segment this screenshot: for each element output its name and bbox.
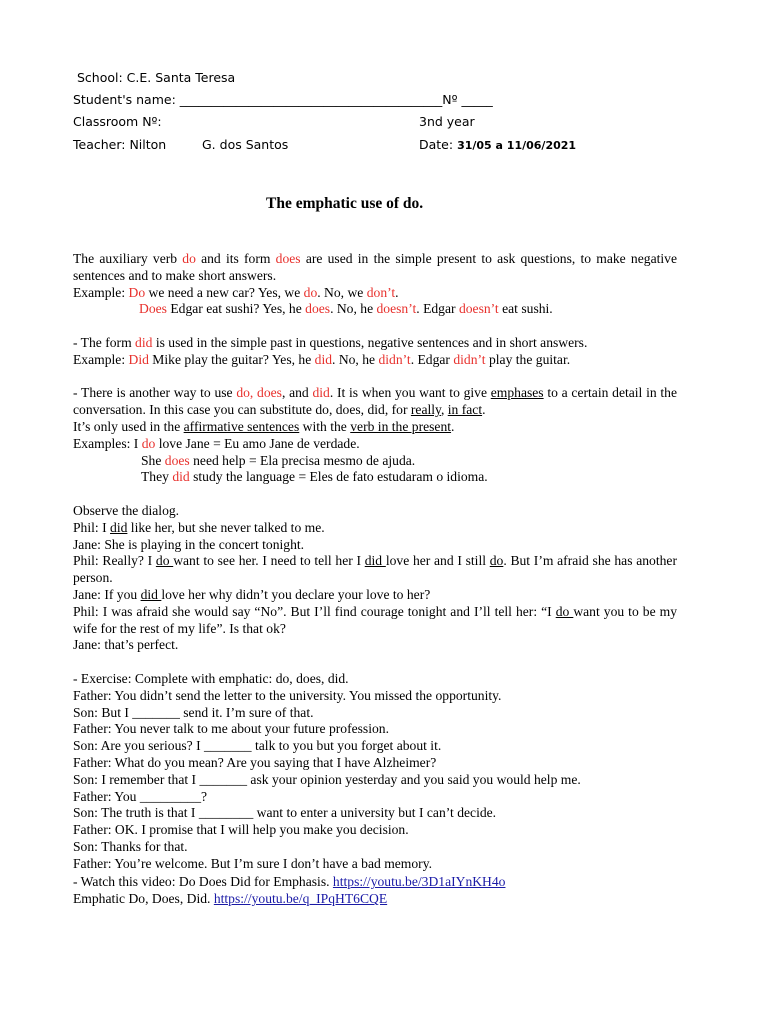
underlined-word: emphases: [490, 385, 544, 401]
text: Examples: I: [73, 435, 142, 451]
text: love Jane = Eu amo Jane de verdade.: [155, 435, 360, 451]
example-line-1: [73, 285, 677, 302]
date-row: [419, 137, 576, 152]
video-links: [73, 874, 677, 908]
text: Example:: [73, 284, 129, 300]
text: Example:: [73, 351, 129, 367]
emphasis-word: doesn’t: [376, 301, 417, 317]
emphasis-word: do: [141, 435, 156, 451]
exercise-line: Father: You didn’t send the letter to the university. You missed the opportunity.: [73, 687, 502, 703]
emphasis-word: do: [182, 251, 196, 266]
dialog-line: [73, 553, 677, 587]
emphasis-word: did: [135, 334, 153, 350]
emphasis-word: Do: [128, 284, 146, 300]
text: is used in the simple past in questions, negative sentences and in short answers.: [152, 334, 588, 350]
text: The auxiliary verb: [73, 251, 183, 266]
text: want to see her. I need to tell her I: [173, 553, 365, 569]
underlined-word: really: [410, 402, 441, 418]
examples-line-1: [73, 436, 677, 453]
text: - Watch this video: Do Does Did for Emphasis.: [73, 874, 333, 890]
text: eat sushi.: [498, 301, 553, 317]
date-label: Date:: [419, 137, 454, 152]
text: Mike play the guitar? Yes, he: [148, 351, 315, 367]
video-link-2[interactable]: https://youtu.be/q_IPqHT6CQE: [213, 891, 388, 907]
text: She: [141, 452, 165, 468]
emphasis-word: Did: [128, 351, 149, 367]
emphasis-word: Does: [139, 301, 167, 317]
underlined-word: did: [110, 519, 128, 535]
text: It’s only used in the: [73, 418, 184, 434]
exercise-line: Father: What do you mean? Are you saying that I have Alzheimer?: [73, 754, 437, 770]
exercise-line: Father: You’re welcome. But I’m sure I don’t have a bad memory.: [73, 855, 433, 871]
spacer: [73, 369, 677, 386]
text: and its form: [195, 251, 276, 266]
teacher-label: Teacher: Nilton: [73, 137, 167, 152]
text: are used in the simple present to ask questions, to make negative sentences and to make short answers.: [73, 251, 677, 283]
emphasis-word: does: [305, 301, 331, 317]
exercise-line: Son: Are you serious? I _______ talk to you but you forget about it.: [73, 738, 442, 754]
text: . No, we: [317, 284, 367, 300]
text: . It is when you want to give: [329, 385, 491, 401]
text: like her, but she never talked to me.: [127, 519, 325, 535]
emphatic-video-line: [73, 891, 677, 908]
spacer: [73, 318, 677, 335]
text: need help = Ela precisa mesmo de ajuda.: [189, 452, 416, 468]
emphasis-word: does: [275, 251, 301, 266]
dialog-line: [73, 587, 677, 604]
text: Emphatic Do, Does, Did.: [73, 891, 214, 907]
emphasis-word: does: [257, 385, 282, 401]
text: . No, he: [330, 301, 377, 317]
spacer: [73, 654, 677, 671]
dialog-line: Jane: that’s perfect.: [73, 637, 179, 653]
text: Phil: I was afraid she would say “No”. But I’ll find courage tonight and I’ll tell her: “I: [73, 603, 556, 619]
text: .: [451, 418, 455, 434]
text: - There is another way to use: [73, 385, 237, 401]
underlined-word: in fact: [447, 402, 483, 418]
dialog-line: Jane: She is playing in the concert tonight.: [73, 536, 305, 552]
emphasis-word: don’t: [366, 284, 396, 300]
exercise-line: Son: I remember that I _______ ask your opinion yesterday and you said you would help me.: [73, 771, 581, 787]
text: Phil: I: [73, 519, 111, 535]
watch-video-line: [73, 874, 677, 891]
date-value: 31/05 a 11/06/2021: [457, 139, 577, 152]
underlined-word: do: [155, 553, 174, 569]
teacher-surname: G. dos Santos: [202, 137, 289, 152]
emphasis-word: doesn’t: [458, 301, 499, 317]
text: - The form: [73, 334, 136, 350]
year-label: 3nd year: [419, 114, 475, 129]
text: .: [482, 402, 486, 418]
text: ,: [440, 402, 448, 418]
another-way-paragraph: [73, 385, 677, 419]
emphasis-word: did: [312, 385, 330, 401]
underlined-word: did: [364, 553, 386, 569]
classroom-label: Classroom Nº:: [73, 114, 162, 129]
video-link-1[interactable]: https://youtu.be/3D1aIYnKH4o: [332, 874, 506, 890]
exercise-line: Father: You _________?: [73, 788, 208, 804]
underlined-word: did: [140, 586, 162, 602]
underlined-word: affirmative sentences: [183, 418, 300, 434]
lesson-body: [73, 251, 677, 908]
school-label: School: C.E. Santa Teresa: [77, 70, 236, 85]
text: . Edgar: [410, 351, 454, 367]
text: Phil: Really? I: [73, 553, 156, 569]
intro-paragraph: [73, 251, 677, 285]
dialog-line: [73, 520, 677, 537]
emphasis-word: didn’t: [378, 351, 411, 367]
past-paragraph: [73, 335, 677, 352]
example-line-2: [73, 301, 677, 318]
spacer: [73, 486, 677, 503]
text: love her why didn’t you declare your love to her?: [161, 586, 431, 602]
emphasis-word: do: [236, 385, 250, 401]
text: ,: [249, 385, 258, 401]
exercise-line: Father: OK. I promise that I will help you make you decision.: [73, 822, 409, 838]
text: we need a new car? Yes, we: [145, 284, 304, 300]
emphasis-word: did: [314, 351, 333, 367]
exercise-line: Son: The truth is that I ________ want to enter a university but I can’t decide.: [73, 805, 497, 821]
exercise-line: Son: Thanks for that.: [73, 838, 188, 854]
example-line-3: [73, 352, 677, 369]
text: Edgar eat sushi? Yes, he: [166, 301, 306, 317]
exercise-title: - Exercise: Complete with emphatic: do, does, did.: [73, 670, 349, 686]
examples-line-2: [73, 453, 677, 470]
page-title: The emphatic use of do.: [266, 195, 424, 212]
text: want you to be my wife for the rest of my life”. Is that ok?: [73, 603, 678, 636]
underlined-word: do: [489, 553, 504, 569]
text: Jane: If you: [73, 586, 141, 602]
examples-line-3: [73, 469, 677, 486]
text: They: [141, 469, 173, 485]
emphasis-word: do: [303, 284, 318, 300]
underlined-word: do: [555, 603, 574, 619]
text: . Edgar: [416, 301, 459, 317]
emphasis-word: didn’t: [453, 351, 486, 367]
student-name-field: Student's name: __________________________________________Nº _____: [73, 92, 493, 107]
exercise-line: Father: You never talk to me about your future profession.: [73, 721, 389, 737]
dialog-intro: Observe the dialog.: [73, 502, 180, 518]
text: play the guitar.: [485, 351, 571, 367]
text: to a certain detail in the conversation. In this case you can substitute do, does, did, for: [73, 385, 677, 418]
emphasis-word: did: [172, 469, 190, 485]
underlined-word: verb in the present: [350, 418, 452, 434]
dialog-line: [73, 604, 677, 638]
text: .: [395, 284, 399, 300]
text: . No, he: [332, 351, 379, 367]
emphasis-word: does: [164, 452, 190, 468]
text: study the language = Eles de fato estudaram o idioma.: [189, 469, 488, 485]
text: , and: [281, 385, 313, 401]
text: . But I’m afraid she has another person.: [73, 553, 677, 586]
text: with the: [299, 418, 351, 434]
only-used-line: [73, 419, 677, 436]
text: love her and I still: [385, 553, 490, 569]
exercise-line: Son: But I _______ send it. I’m sure of that.: [73, 704, 314, 720]
